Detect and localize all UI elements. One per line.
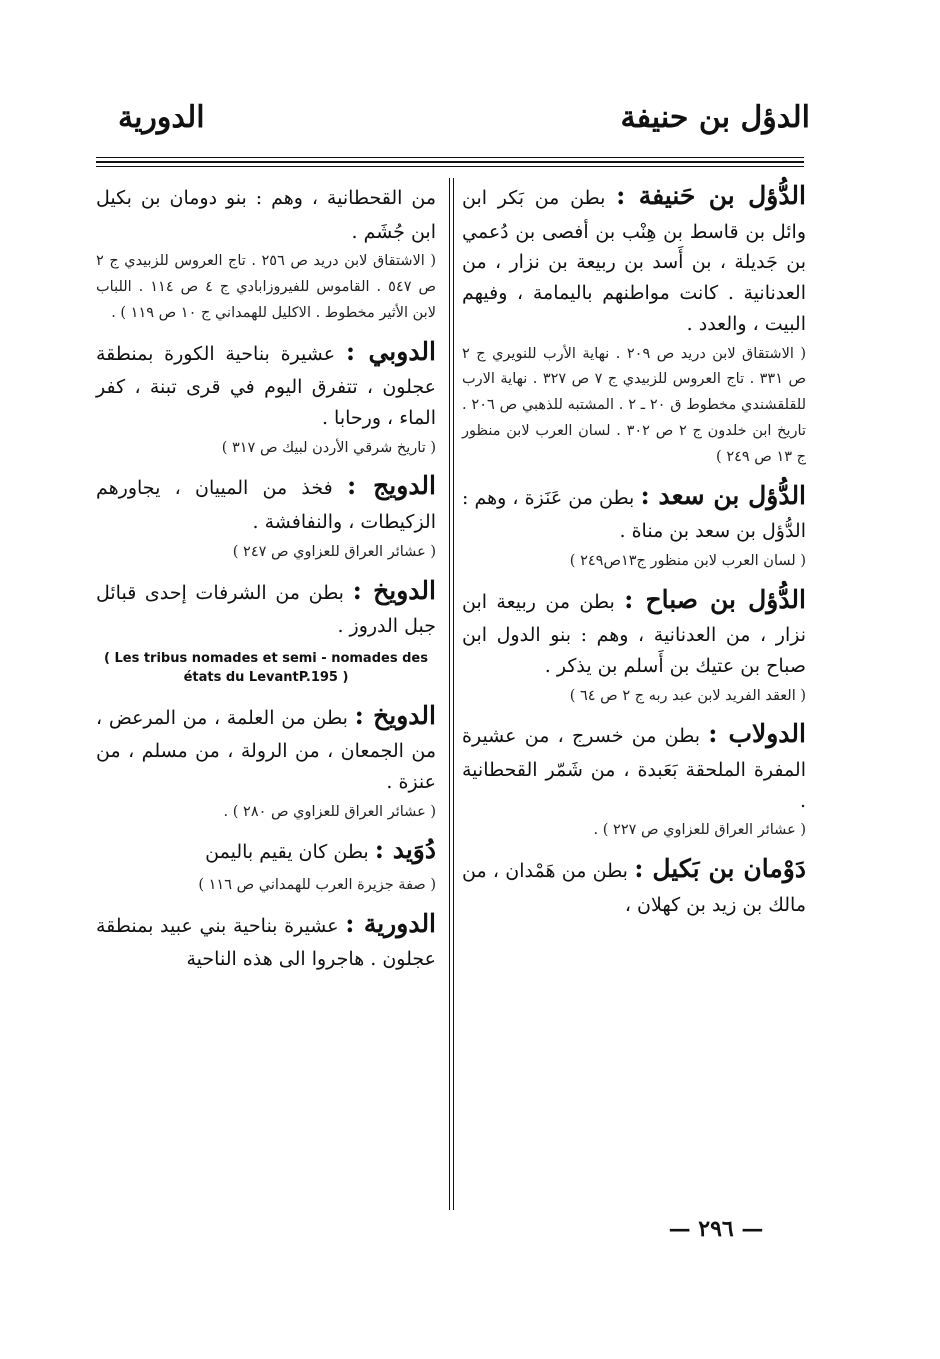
entry-text: عشيرة بناحية بني عبيد بمنطقة عجلون . هاجروا الى هذه الناحية [96, 914, 436, 971]
entry-term: الدويخ : [354, 700, 436, 730]
entry-term: الدولاب : [708, 719, 806, 749]
entry-text: بطن من هَمْدان ، من مالك بن زيد بن كهلان ، [462, 860, 806, 916]
entry [96, 332, 436, 434]
entry [96, 466, 436, 537]
column-divider [453, 178, 454, 1210]
entry [96, 571, 436, 642]
entry-term: الدُّؤل بن سعد : [640, 480, 807, 510]
reference: ( العقد الفريد لابن عبد ربه ج ٢ ص ٦٤ ) [569, 687, 806, 704]
entry [96, 176, 436, 247]
entry [96, 904, 436, 975]
reference: ( لسان العرب لابن منظور ج١٣ص٢٤٩ ) [569, 552, 806, 569]
reference: ( الاشتقاق لابن دريد ص ٢٠٩ . نهاية الأرب للنويري ج ٢ ص ٣٣١ . تاج العروس للزبيدي ج ٧ ص ٣٢٧ . نهاية الارب للقلقشندي مخطوط ق ٢٠ ـ ٢ . المشتبه للذهبي ص ٢٠٦ . تاريخ ابن خلدون ج ٢ ص ٣٠٢ . لسان العرب لابن منظور ج ١٣ ص ٢٤٩ ) [462, 345, 807, 465]
entry-term: دَوْمان بن بَكيل : [634, 854, 806, 884]
entry [462, 714, 806, 816]
entry-text: بطن من العلمة ، من المرعض ، من الجمعان ، من الرولة ، من مسلم ، من عنزة . [96, 706, 436, 793]
entry [462, 176, 806, 340]
reference: ( صفة جزيرة العرب للهمداني ص ١١٦ ) [198, 876, 436, 893]
entry-text: بطن كان يقيم باليمن [205, 841, 369, 864]
right-column [462, 176, 806, 923]
reference: ( عشائر العراق للعزاوي ص ٢٢٧ ) . [593, 822, 806, 839]
header-rule [96, 161, 804, 163]
entry [96, 830, 436, 871]
entry-term: الدوبي : [345, 336, 436, 366]
header-rule [96, 157, 804, 158]
french-reference: ( Les tribus nomades et semi - nomades des états du LevantP.195 ) [104, 650, 428, 685]
left-column [96, 176, 436, 977]
entry-term: الدورية : [345, 908, 437, 938]
reference: ( عشائر العراق للعزاوي ص ٢٤٧ ) [232, 543, 436, 560]
entry-text: فخذ من المييان ، يجاورهم الزكيطات ، والنفافشة . [96, 477, 436, 533]
entry-term: الدويخ : [352, 575, 436, 605]
entry-term: دُوَيد : [374, 835, 436, 865]
entry-term: الدويج : [347, 471, 436, 501]
reference: ( تاريخ شرقي الأردن لبيك ص ٣١٧ ) [221, 439, 436, 456]
page-number: — ٢٩٦ — [668, 1216, 764, 1242]
running-header-right: الدؤل بن حنيفة [620, 100, 810, 135]
entry-text: بطن من بَكر ابن وائل بن قاسط بن هِنْب بن أفصى بن دُعمي بن جَديلة ، بن أَسد بن ربيعة بن نزار ، من العدنانية . كانت مواطنهم باليمامة ، وفيهم البيت ، والعدد . [462, 187, 806, 335]
entry-text: بطن من خسرج ، من عشيرة المفرة الملحقة بَعَبدة ، من شَمّر القحطانية . [462, 725, 806, 812]
running-header-left: الدورية [118, 100, 205, 135]
entry [462, 476, 806, 547]
entry-text: عشيرة بناحية الكورة بمنطقة عجلون ، تتفرق اليوم في قرى تبنة ، كفر الماء ، ورحابا . [96, 342, 436, 429]
entry-term: الدُّؤل بن حَنيفة : [616, 181, 806, 210]
reference: ( عشائر العراق للعزاوي ص ٢٨٠ ) . [223, 803, 436, 820]
entry [462, 849, 806, 920]
entry [96, 696, 436, 798]
entry-text: بطن من الشرفات إحدى قبائل جبل الدروز . [96, 581, 436, 638]
entry-text: بطن من عَنَزة ، وهم : الدُّؤل بن سعد بن مناة . [462, 486, 806, 543]
header-rule [96, 166, 804, 167]
reference: ( الاشتقاق لابن دريد ص ٢٥٦ . تاج العروس للزبيدي ج ٢ ص ٥٤٧ . القاموس للفيروزابادي ج ٤ ص ١١٤ . اللباب لابن الأثير مخطوط . الاكليل للهمداني ج ١٠ ص ١١٩ ) . [96, 253, 437, 321]
entry-text: من القحطانية ، وهم : بنو دومان بن بكيل ابن جُشَم . [96, 187, 436, 243]
entry [462, 580, 806, 682]
entry-text: بطن من ربيعة ابن نزار ، من العدنانية ، وهم : بنو الدول ابن صباح بن عتيك بن أَسلم بن يذكر . [462, 590, 806, 677]
column-divider [449, 178, 450, 1210]
entry-term: الدُّؤل بن صباح : [624, 584, 806, 614]
